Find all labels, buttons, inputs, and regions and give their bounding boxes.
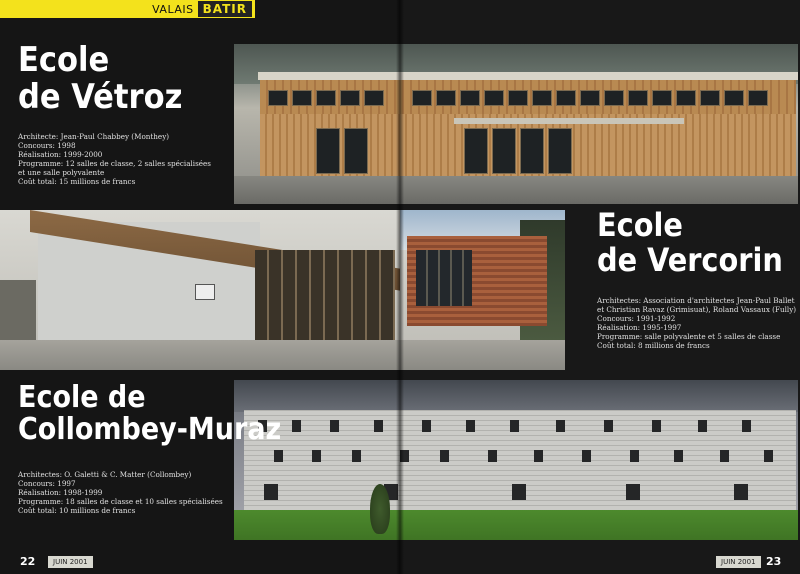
window	[652, 420, 661, 432]
window	[556, 420, 565, 432]
info-line: Réalisation: 1998-1999	[18, 488, 103, 497]
article-title-collombey-muraz	[18, 382, 281, 447]
lawn	[234, 510, 798, 540]
window	[652, 90, 672, 106]
info-line: Concours: 1997	[18, 479, 76, 488]
window	[748, 90, 768, 106]
info-line: Programme: 12 salles de classe, 2 salles spécialisées	[18, 159, 211, 168]
issue-date-left: JUIN 2001	[48, 556, 93, 568]
article-info-collombey-muraz	[18, 470, 228, 515]
window	[422, 420, 431, 432]
window	[488, 450, 497, 462]
window	[700, 90, 720, 106]
window	[460, 90, 480, 106]
info-line: et une salle polyvalente	[18, 168, 105, 177]
window	[316, 90, 336, 106]
spine-gutter	[396, 0, 404, 574]
title-line: de Vétroz	[18, 76, 183, 117]
young-tree	[370, 484, 390, 534]
window	[312, 450, 321, 462]
title-line: Ecole de	[18, 380, 146, 415]
info-line: Architecte: Jean-Paul Chabbey (Monthey)	[18, 132, 170, 141]
info-line: et Christian Ravaz (Grimisuat), Roland Vassaux (Fully)	[597, 305, 797, 314]
info-line: Concours: 1991-1992	[597, 314, 676, 323]
window	[534, 450, 543, 462]
window	[484, 90, 504, 106]
window	[264, 484, 278, 500]
window	[580, 90, 600, 106]
window	[604, 420, 613, 432]
info-line: Concours: 1998	[18, 141, 76, 150]
ground-window	[316, 128, 340, 174]
title-line: Collombey-Muraz	[18, 412, 282, 448]
window	[364, 90, 384, 106]
building-roof	[258, 72, 798, 80]
brick-volume-window	[416, 250, 472, 306]
window	[734, 484, 748, 500]
section-tag: BATIR	[198, 1, 252, 17]
info-line: Architectes: Association d'architectes Jean-Paul Ballet	[597, 296, 795, 305]
info-line: Architectes: O. Galetti & C. Matter (Collombey)	[18, 470, 192, 479]
section-label: VALAIS	[152, 2, 194, 16]
window	[742, 420, 751, 432]
window	[330, 420, 339, 432]
window	[512, 484, 526, 500]
window	[720, 450, 729, 462]
window	[724, 90, 744, 106]
window	[556, 90, 576, 106]
section-header	[0, 0, 255, 18]
window	[764, 450, 773, 462]
basketball-hoop	[195, 284, 215, 300]
window	[466, 420, 475, 432]
window	[340, 90, 360, 106]
window	[676, 90, 696, 106]
info-line: Réalisation: 1995-1997	[597, 323, 682, 332]
article-info-vetroz	[18, 132, 218, 186]
article-title-vercorin	[597, 208, 783, 277]
window	[698, 420, 707, 432]
window	[292, 420, 301, 432]
rock-wall	[0, 280, 36, 340]
photo-ecole-collombey-muraz	[234, 380, 798, 540]
playground	[0, 340, 565, 370]
window	[628, 90, 648, 106]
photo-ecole-vetroz	[234, 44, 798, 204]
window	[292, 90, 312, 106]
window	[582, 450, 591, 462]
mountain-backdrop	[234, 380, 798, 412]
page-number-left: 22	[20, 555, 36, 568]
window	[274, 450, 283, 462]
page-number-right: 23	[766, 555, 782, 568]
window	[352, 450, 361, 462]
window	[268, 90, 288, 106]
window	[604, 90, 624, 106]
info-line: Programme: 18 salles de classe et 10 salles spécialisées	[18, 497, 223, 506]
window	[510, 420, 519, 432]
window	[626, 484, 640, 500]
photo-ecole-vercorin	[0, 210, 565, 370]
window	[374, 420, 383, 432]
title-line: Ecole	[18, 40, 110, 80]
window	[440, 450, 449, 462]
ground-window	[520, 128, 544, 174]
ground-window	[464, 128, 488, 174]
issue-date-right: JUIN 2001	[716, 556, 761, 568]
glass-facade	[255, 250, 395, 350]
window	[508, 90, 528, 106]
article-title-vetroz	[18, 42, 182, 115]
info-line: Coût total: 8 millions de francs	[597, 341, 710, 350]
schoolyard	[234, 176, 798, 204]
window	[674, 450, 683, 462]
info-line: Réalisation: 1999-2000	[18, 150, 103, 159]
title-line: Ecole	[597, 206, 683, 244]
entrance-canopy	[454, 118, 684, 124]
article-info-vercorin	[597, 296, 797, 350]
ground-window	[492, 128, 516, 174]
window	[532, 90, 552, 106]
window	[630, 450, 639, 462]
window	[436, 90, 456, 106]
title-line: de Vercorin	[597, 240, 783, 279]
info-line: Coût total: 15 millions de francs	[18, 177, 136, 186]
ground-window	[344, 128, 368, 174]
window	[412, 90, 432, 106]
info-line: Programme: salle polyvalente et 5 salles de classe	[597, 332, 781, 341]
info-line: Coût total: 10 millions de francs	[18, 506, 136, 515]
ground-window	[548, 128, 572, 174]
